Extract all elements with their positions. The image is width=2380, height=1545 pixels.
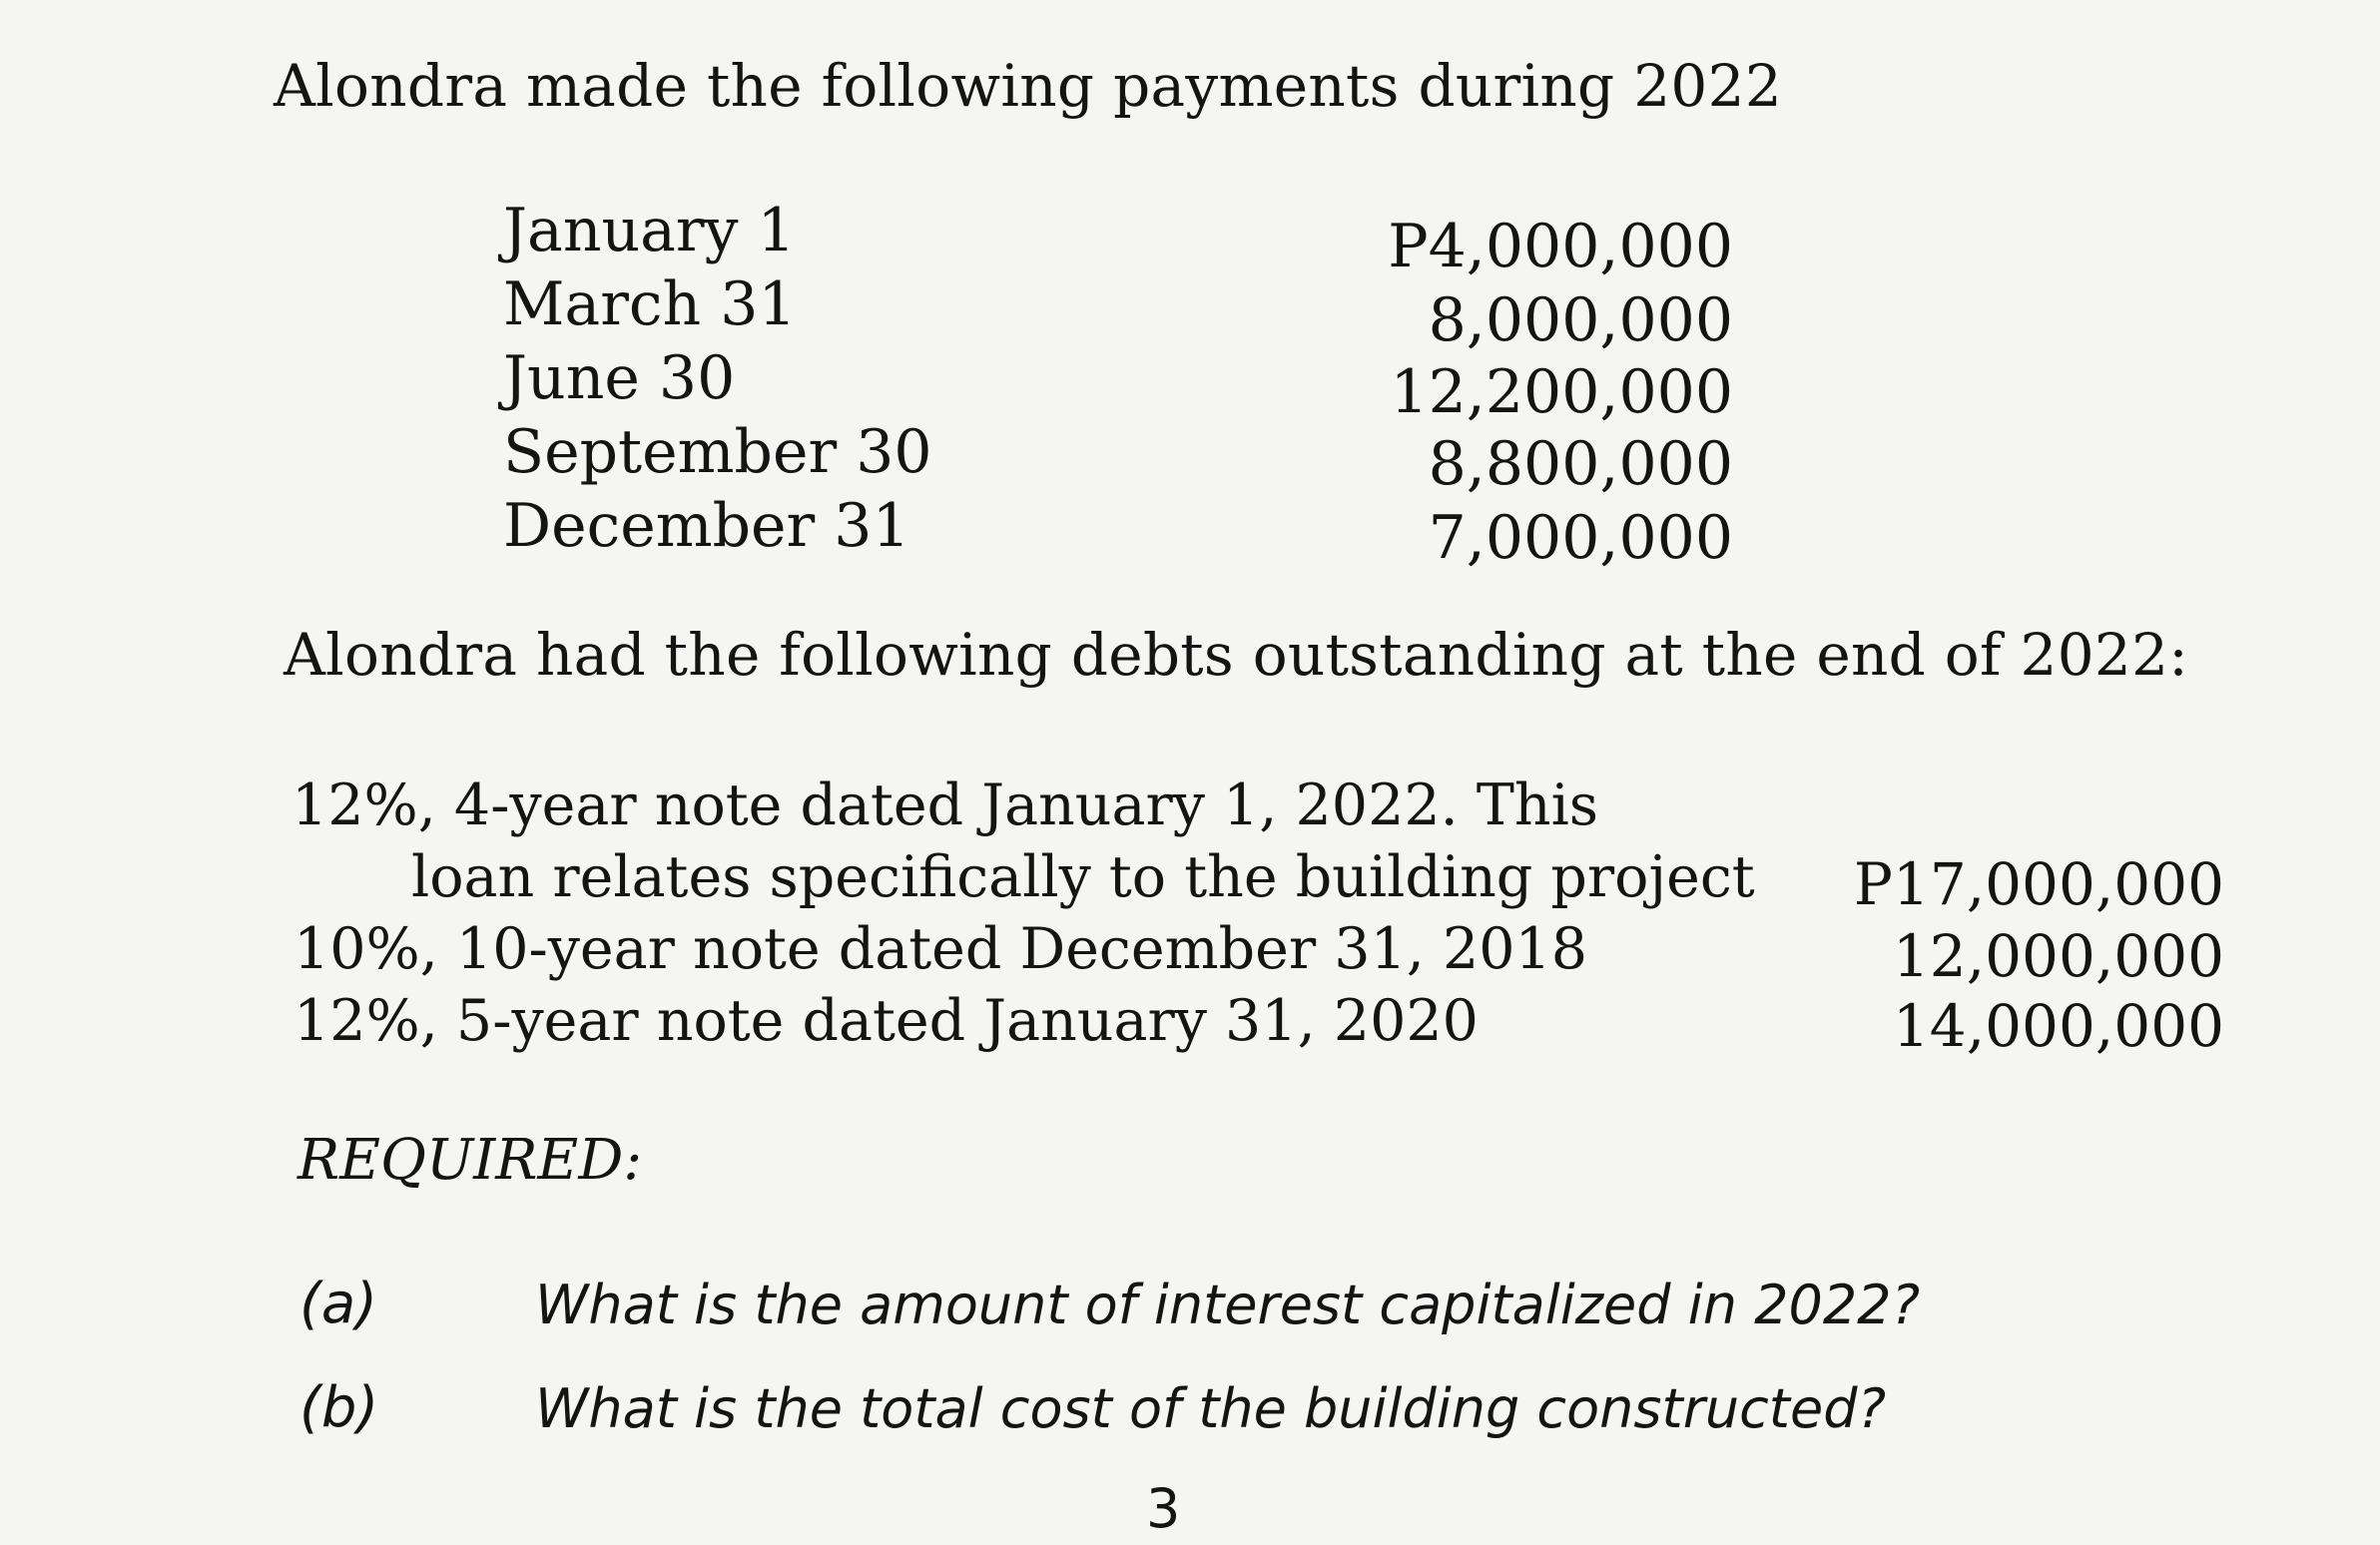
debt-line-3: 12%, 5-year note dated January 31, 2020: [294, 988, 1479, 1054]
required-heading: REQUIRED:: [298, 1128, 643, 1193]
debt-amount-2: 12,000,000: [1892, 922, 2224, 990]
payment-date: January 1: [503, 196, 796, 265]
question-label: (b): [299, 1375, 379, 1440]
debt-line-1: 12%, 4-year note dated January 1, 2022. This: [292, 772, 1599, 838]
payment-date: March 31: [503, 269, 797, 339]
payments-intro: Alondra made the following payments during 2022: [274, 52, 1783, 120]
question-text: What is the total cost of the building constructed?: [535, 1377, 1887, 1440]
question-label: (a): [299, 1272, 378, 1336]
payment-amount: 8,000,000: [1428, 285, 1733, 355]
payment-amount: P4,000,000: [1388, 212, 1733, 281]
payment-amount: 12,200,000: [1390, 357, 1733, 427]
debt-line-1-continued: loan relates specifically to the building project: [411, 844, 1755, 910]
payment-amount: 8,800,000: [1428, 429, 1733, 499]
page-number: 3: [1146, 1477, 1181, 1540]
debt-amount-1: P17,000,000: [1853, 850, 2224, 918]
payment-date: September 30: [503, 417, 932, 487]
payment-date: December 31: [503, 491, 910, 561]
payment-date: June 30: [503, 343, 736, 413]
question-text: What is the amount of interest capitalized in 2022?: [535, 1274, 1921, 1336]
debts-intro: Alondra had the following debts outstanding at the end of 2022:: [284, 621, 2189, 689]
payment-amount: 7,000,000: [1428, 503, 1733, 573]
debt-line-2: 10%, 10-year note dated December 31, 2018: [294, 916, 1588, 982]
debt-amount-3: 14,000,000: [1892, 992, 2224, 1060]
